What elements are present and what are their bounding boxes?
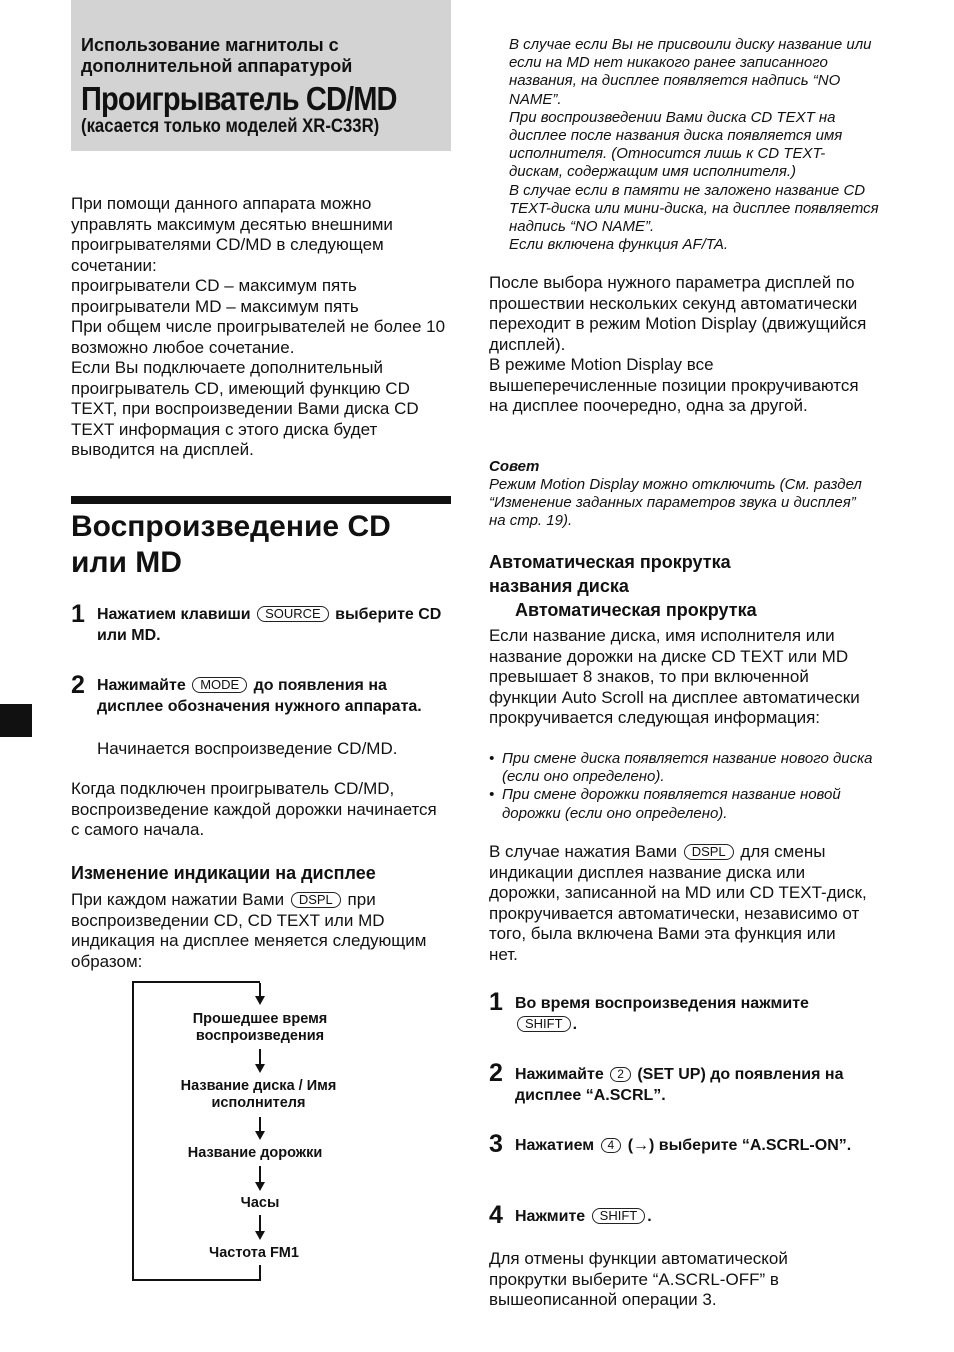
shift-key-icon: SHIFT: [517, 1016, 571, 1032]
step-text: Во время воспроизведения нажмите SHIFT .: [515, 995, 809, 1033]
key-4-icon: 4: [601, 1138, 622, 1153]
subsection-subheading: Автоматическая прокрутка: [515, 600, 757, 620]
dspl-key-icon: DSPL: [684, 844, 734, 860]
bullet-list: [489, 750, 874, 823]
step-number: 2: [489, 1059, 503, 1087]
step-text: Нажмите SHIFT .: [515, 1208, 652, 1225]
step-number: 3: [489, 1130, 503, 1158]
flow-item: Название дорожки: [187, 1145, 323, 1161]
step-number: 1: [71, 600, 85, 628]
note-item: Если включена функция AF/TA.: [509, 236, 729, 254]
right-arrow-icon: (→): [627, 1137, 655, 1154]
bullet-icon: •: [489, 786, 495, 804]
note-item: При воспроизведении Вами диска CD TEXT на дисплее после названия диска появляется имя исполнителя. (Относится лишь к CD TEXT-дискам, содержащим имя исполнителя.): [509, 108, 843, 181]
bullet-text: При смене диска появляется название нового диска (если оно определено).: [502, 750, 873, 786]
loop-line: [132, 981, 260, 983]
intro-paragraph: проигрыватели CD – максимум пять: [71, 276, 357, 295]
step-text: [515, 1136, 875, 1157]
note-item: В случае если в памяти не заложено название CD TEXT-диска или мини-диска, на дисплее появляется надпись “NO NAME”.: [509, 181, 879, 236]
flow-item: Название диска / Имя исполнителя: [180, 1078, 337, 1111]
bullet-icon: •: [489, 750, 495, 767]
step-number: 2: [71, 671, 85, 699]
step-text-part: (SET UP) до появления на дисплее “A.SCRL”.: [515, 1066, 844, 1104]
intro-paragraph: проигрыватели MD – максимум пять: [71, 296, 359, 316]
step-text-part: Нажмите: [515, 1208, 586, 1225]
step-text-part: выберите CD или MD.: [97, 606, 442, 644]
tip-text: Режим Motion Display можно отключить (См. раздел “Изменение заданных параметров звука и дисплея” на стр. 19).: [489, 476, 862, 530]
loop-line: [259, 1265, 261, 1281]
side-tab-marker: [0, 704, 32, 737]
motion-display-text: [489, 273, 874, 417]
paragraph-part: При каждом нажатии Вами: [71, 890, 285, 909]
motion-paragraph: После выбора нужного параметра дисплей по прошествии нескольких секунд автоматически переходит в режим Motion Display (движущийся дисплей).: [489, 273, 867, 354]
cancel-paragraph: Для отмены функции автоматической прокрутки выберите “A.SCRL-OFF” в вышеописанной операции 3.: [489, 1249, 788, 1309]
page-subtitle: (касается только моделей XR-C33R): [81, 116, 380, 137]
note-item: В случае если Вы не присвоили диску название или если на MD нет никакого ранее записанного названия, на дисплее появляется надпись “NO NAME”.: [509, 36, 872, 108]
section-divider: [71, 496, 451, 504]
source-key-icon: SOURCE: [257, 606, 329, 622]
step-text: [97, 676, 442, 717]
intro-paragraph: При помощи данного аппарата можно управлять максимум десятью внешними проигрывателями CD/MD в следующем сочетании:: [71, 194, 393, 275]
loop-line: [132, 981, 134, 1281]
step-text-part: Во время воспроизведения нажмите: [515, 995, 809, 1012]
list-item: [489, 750, 874, 786]
tip-label: Совет: [489, 458, 540, 475]
intro-paragraph: При общем числе проигрывателей не более 10 возможно любое сочетание.: [71, 317, 446, 357]
step-text-part: до появления на дисплее обозначения нужного аппарата.: [97, 677, 422, 715]
section-heading: Воспроизведение CD или MD: [71, 510, 391, 579]
section-header: [71, 0, 451, 151]
intro-text: [71, 194, 456, 461]
step-number: 1: [489, 988, 503, 1016]
flow-item: Частота FM1: [209, 1245, 299, 1261]
intro-paragraph: Если Вы подключаете дополнительный проигрыватель CD, имеющий функцию CD TEXT, при воспроизведении Вами диска CD TEXT информация с этого диска будет выводится на дисплей.: [71, 358, 419, 459]
flow-item: Прошедшее время воспроизведения: [192, 1011, 328, 1044]
step-text: [515, 1065, 875, 1106]
loop-line: [132, 1279, 260, 1281]
page-title: Проигрыватель CD/MD: [81, 80, 397, 117]
step-text-part: Нажатием клавиши: [97, 606, 251, 623]
display-change-paragraph: [71, 890, 446, 972]
autoscroll-paragraph: Если название диска, имя исполнителя или название дорожки на диске CD TEXT или MD превышает 8 знаков, то при включенной функции Auto Scroll на дисплее автоматически прокручивается следующая информация:: [489, 626, 860, 727]
display-notes: [509, 36, 879, 254]
shift-key-icon: SHIFT: [592, 1208, 646, 1224]
step-text-part: Нажимайте: [515, 1066, 604, 1083]
motion-paragraph: В режиме Motion Display все вышеперечисленные позиции прокручиваются на дисплее поочередно, одна за другой.: [489, 355, 859, 415]
playback-paragraph: Когда подключен проигрыватель CD/MD, воспроизведение каждой дорожки начинается с самого начала.: [71, 779, 437, 839]
paragraph-part: для смены индикации дисплея название диска или дорожки, записанной на MD или CD TEXT-диск, прокручивается автоматически, независимо от того, была включена Вами эта функция или нет.: [489, 842, 867, 964]
flow-item: Часы: [240, 1195, 280, 1211]
list-item: [489, 786, 874, 822]
step-text-part: выберите “A.SCRL-ON”.: [658, 1137, 852, 1154]
paragraph-part: при воспроизведении CD, CD TEXT или MD индикация на дисплее меняется следующим образом:: [71, 890, 427, 971]
subsection-heading: Изменение индикации на дисплее: [71, 863, 376, 883]
step-text-part: Нажатием: [515, 1137, 595, 1154]
step-text: [97, 605, 442, 646]
step-note: Начинается воспроизведение CD/MD.: [97, 739, 398, 758]
bullet-text: При смене дорожки появляется название новой дорожки (если оно определено).: [502, 786, 841, 822]
step-number: 4: [489, 1201, 503, 1229]
dspl-paragraph: [489, 842, 869, 965]
paragraph-part: В случае нажатия Вами: [489, 842, 677, 861]
dspl-key-icon: DSPL: [291, 892, 341, 908]
step-text-part: Нажимайте: [97, 677, 186, 694]
subsection-heading: Автоматическая прокрутка названия диска: [489, 552, 731, 596]
header-kicker: Использование магнитолы с дополнительной аппаратурой: [81, 35, 353, 76]
mode-key-icon: MODE: [192, 677, 247, 693]
key-2-icon: 2: [610, 1067, 631, 1082]
